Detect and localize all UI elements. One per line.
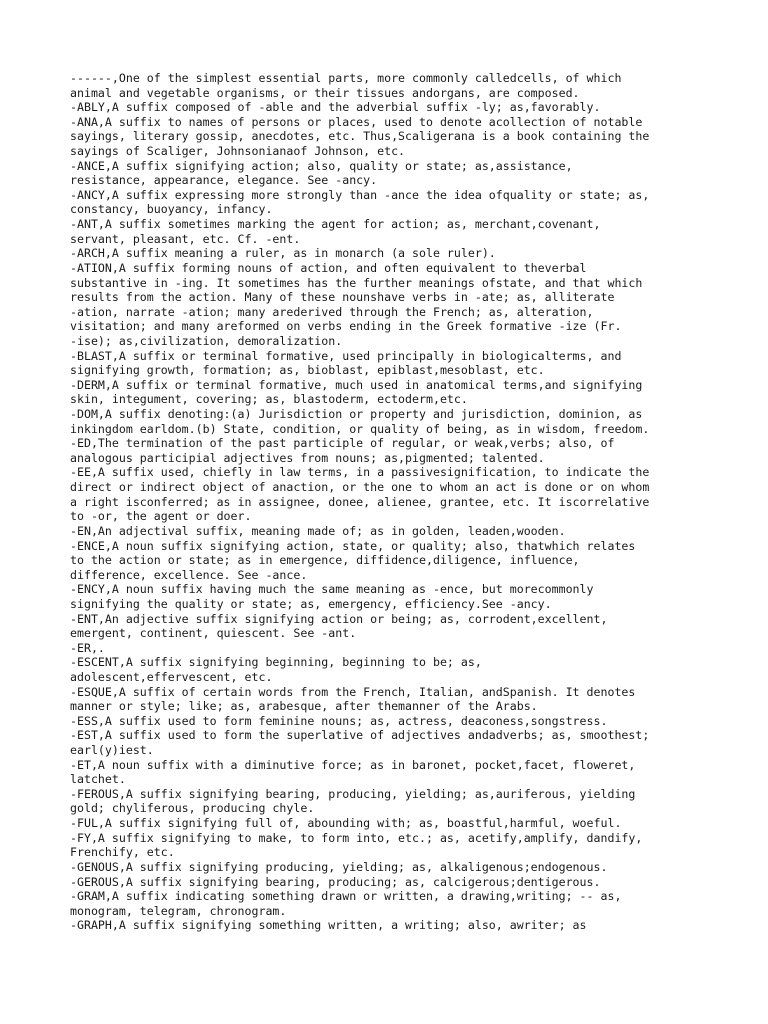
text-line: -FY,A suffix signifying to make, to form into, etc.; as, acetify,amplify, dandify, — [70, 830, 643, 845]
text-line: substantive in -ing. It sometimes has the further meanings ofstate, and that which — [70, 275, 643, 290]
text-line: -ANT,A suffix sometimes marking the agent for action; as, merchant,covenant, — [70, 217, 601, 232]
text-line: sayings of Scaliger, Johnsonianaof Johnson, etc. — [70, 144, 406, 159]
text-line: constancy, buoyancy, infancy. — [70, 202, 273, 217]
text-line: -ATION,A suffix forming nouns of action, and often equivalent to theverbal — [70, 260, 587, 275]
text-line: -ise); as,civilization, demoralization. — [70, 333, 343, 348]
text-line: -FUL,A suffix signifying full of, abounding with; as, boastful,harmful, woeful. — [70, 816, 622, 831]
text-line: Frenchify, etc. — [70, 845, 175, 860]
text-line: visitation; and many areformed on verbs ending in the Greek formative -ize (Fr. — [70, 319, 622, 334]
text-line: -EN,An adjectival suffix, meaning made of; as in golden, leaden,wooden. — [70, 523, 566, 538]
text-line: signifying the quality or state; as, emergency, efficiency.See -ancy. — [70, 596, 552, 611]
text-line: resistance, appearance, elegance. See -ancy. — [70, 173, 378, 188]
text-line: -GEROUS,A suffix signifying bearing, producing; as, calcigerous;dentigerous. — [70, 874, 601, 889]
text-line: skin, integument, covering; as, blastoderm, ectoderm,etc. — [70, 392, 468, 407]
text-line: -BLAST,A suffix or terminal formative, used principally in biologicalterms, and — [70, 348, 622, 363]
text-line: -GRAPH,A suffix signifying something written, a writing; also, awriter; as — [70, 918, 587, 933]
text-line: -ENCY,A noun suffix having much the same meaning as -ence, but morecommonly — [70, 582, 594, 597]
text-line: adolescent,effervescent, etc. — [70, 669, 273, 684]
text-line: -ESCENT,A suffix signifying beginning, beginning to be; as, — [70, 655, 482, 670]
text-line: -DOM,A suffix denoting:(a) Jurisdiction or property and jurisdiction, dominion, as — [70, 407, 643, 422]
text-line: sayings, literary gossip, anecdotes, etc. Thus,Scaligerana is a book containing the — [70, 129, 650, 144]
text-line: ------,One of the simplest essential parts, more commonly calledcells, of which — [70, 71, 622, 85]
text-line: to -or, the agent or doer. — [70, 509, 252, 524]
text-line: manner or style; like; as, arabesque, after themanner of the Arabs. — [70, 699, 538, 714]
text-line: -ESS,A suffix used to form feminine nouns; as, actress, deaconess,songstress. — [70, 713, 608, 728]
text-line: gold; chyliferous, producing chyle. — [70, 801, 315, 816]
text-line: signifying growth, formation; as, bioblast, epiblast,mesoblast, etc. — [70, 363, 545, 378]
text-line: -ABLY,A suffix composed of -able and the adverbial suffix -ly; as,favorably. — [70, 100, 601, 115]
text-line: -GENOUS,A suffix signifying producing, yielding; as, alkaligenous;endogenous. — [70, 859, 608, 874]
text-line: -FEROUS,A suffix signifying bearing, producing, yielding; as,auriferous, yielding — [70, 786, 636, 801]
text-line: difference, excellence. See -ance. — [70, 567, 308, 582]
text-line: animal and vegetable organisms, or their tissues andorgans, are composed. — [70, 85, 580, 100]
text-line: emergent, continent, quiescent. See -ant. — [70, 626, 357, 641]
text-line: -DERM,A suffix or terminal formative, much used in anatomical terms,and signifying — [70, 377, 643, 392]
text-line: inkingdom earldom.(b) State, condition, or quality of being, as in wisdom, freedom. — [70, 421, 650, 436]
text-line: analogous participial adjectives from nouns; as,pigmented; talented. — [70, 450, 545, 465]
text-line: monogram, telegram, chronogram. — [70, 903, 287, 918]
text-line: -ET,A noun suffix with a diminutive force; as in baronet, pocket,facet, floweret, — [70, 757, 636, 772]
text-line: results from the action. Many of these nounshave verbs in -ate; as, alliterate — [70, 290, 615, 305]
text-line: -ARCH,A suffix meaning a ruler, as in monarch (a sole ruler). — [70, 246, 496, 261]
text-line: -ANCE,A suffix signifying action; also, quality or state; as,assistance, — [70, 158, 573, 173]
text-line: -ANA,A suffix to names of persons or places, used to denote acollection of notable — [70, 114, 643, 129]
text-line: to the action or state; as in emergence, diffidence,diligence, influence, — [70, 553, 580, 568]
text-line: direct or indirect object of anaction, or the one to whom an act is done or on whom — [70, 480, 650, 495]
text-line: -ED,The termination of the past participle of regular, or weak,verbs; also, of — [70, 436, 615, 451]
text-line: -GRAM,A suffix indicating something drawn or written, a drawing,writing; -- as, — [70, 889, 622, 904]
text-line: -EE,A suffix used, chiefly in law terms, in a passivesignification, to indicate the — [70, 465, 650, 480]
text-line: a right isconferred; as in assignee, donee, alienee, grantee, etc. It iscorrelative — [70, 494, 650, 509]
text-line: latchet. — [70, 772, 126, 787]
text-line: -ENCE,A noun suffix signifying action, state, or quality; also, thatwhich relates — [70, 538, 636, 553]
text-line: -ation, narrate -ation; many arederived through the French; as, alteration, — [70, 304, 594, 319]
text-line: -ANCY,A suffix expressing more strongly than -ance the idea ofquality or state; as, — [70, 187, 650, 202]
text-line: -ESQUE,A suffix of certain words from the French, Italian, andSpanish. It denotes — [70, 684, 636, 699]
text-line: -EST,A suffix used to form the superlative of adjectives andadverbs; as, smoothest; — [70, 728, 650, 743]
text-line: -ENT,An adjective suffix signifying action or being; as, corrodent,excellent, — [70, 611, 608, 626]
text-line: earl(y)iest. — [70, 743, 154, 758]
document-page — [70, 71, 710, 933]
text-line: servant, pleasant, etc. Cf. -ent. — [70, 231, 301, 246]
text-line: -ER,. — [70, 640, 105, 655]
